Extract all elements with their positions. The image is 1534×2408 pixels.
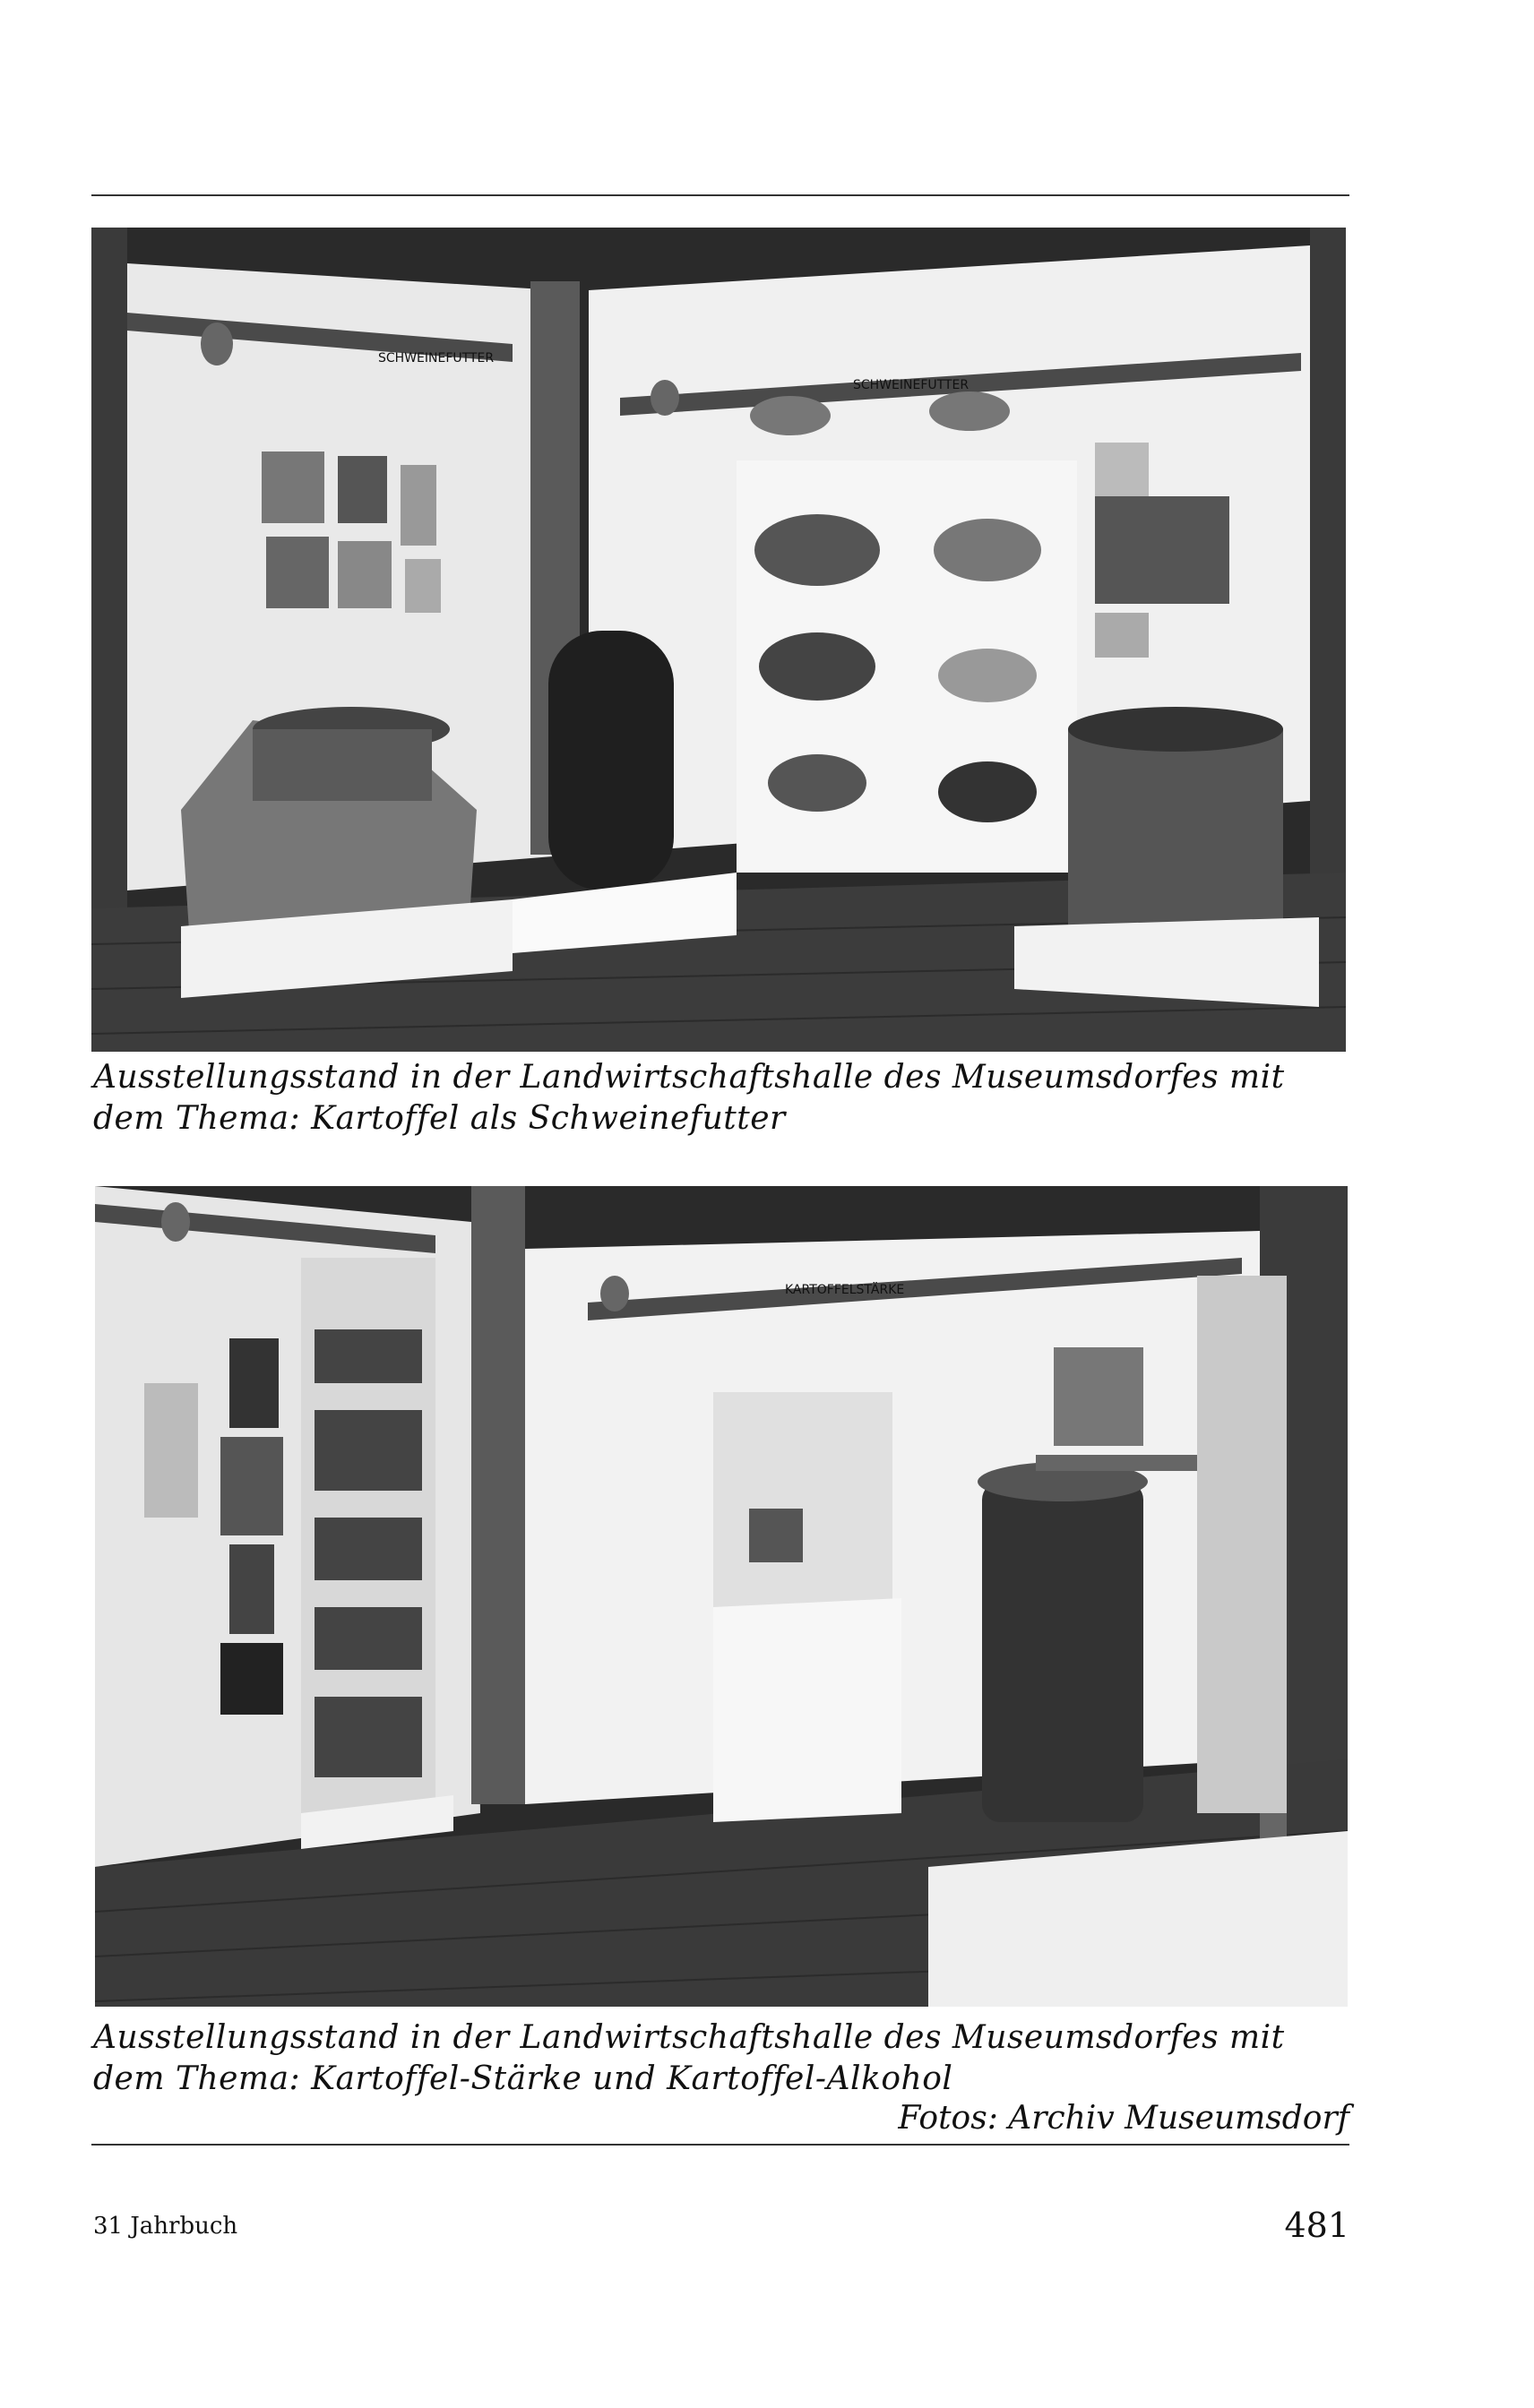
caption-photo-1-line-2: dem Thema: Kartoffel als Schweinefutter: [93, 1100, 786, 1137]
caption-photo-2-line-1: Ausstellungsstand in der Landwirtschaftshalle des Museumsdorfes mit: [93, 2019, 1285, 2056]
sign-left-text: SCHWEINEFUTTER: [378, 351, 495, 366]
caption-photo-1-line-1: Ausstellungsstand in der Landwirtschaftshalle des Museumsdorfes mit: [93, 1059, 1285, 1096]
bottom-rule: [91, 2144, 1349, 2146]
sign-center-text: KARTOFFELSTÄRKE: [785, 1283, 905, 1297]
photo-kartoffelstaerke-exhibit: [95, 1186, 1348, 2007]
caption-photo-2-line-2: dem Thema: Kartoffel-Stärke und Kartoffel-Alkohol: [93, 2060, 953, 2097]
photo-credit: Fotos: Archiv Museumsdorf: [898, 2100, 1349, 2137]
footer-yearbook-label: 31 Jahrbuch: [93, 2213, 238, 2240]
caption-photo-2: [93, 2017, 1351, 2100]
photo-schweinefutter-exhibit: [91, 228, 1346, 1052]
caption-photo-1: [93, 1057, 1351, 1140]
page-number: 481: [1284, 2206, 1349, 2245]
sign-right-text: SCHWEINEFUTTER: [853, 378, 970, 392]
top-rule: [91, 194, 1349, 196]
